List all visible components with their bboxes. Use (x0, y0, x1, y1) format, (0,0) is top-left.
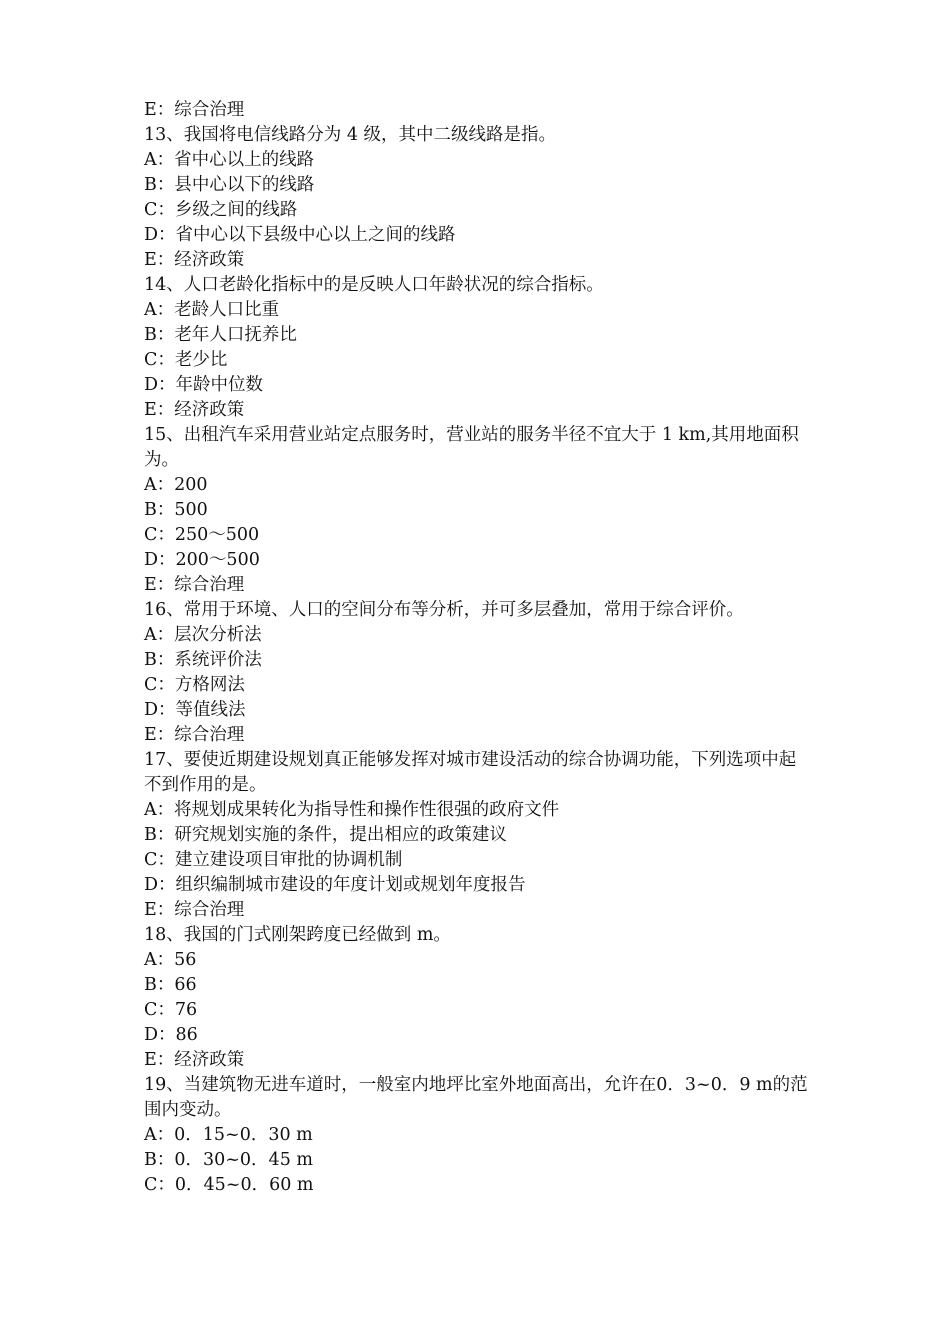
option-e: E：综合治理 (144, 900, 245, 920)
option-b: B：0．30~0．45 m (144, 1150, 313, 1170)
option-a: A：0．15~0．30 m (144, 1125, 313, 1145)
option-d: D：86 (144, 1025, 198, 1045)
question-15: 15、出租汽车采用营业站定点服务时，营业站的服务半径不宜大于 1 km,其用地面积为。 (144, 425, 799, 470)
option-e: E：经济政策 (144, 1050, 245, 1070)
option-a: A：将规划成果转化为指导性和操作性很强的政府文件 (144, 800, 560, 820)
option-e: E：综合治理 (144, 100, 245, 120)
option-b: B：系统评价法 (144, 650, 262, 670)
option-d: D：200～500 (144, 550, 260, 570)
option-a: A：省中心以上的线路 (144, 150, 315, 170)
question-13: 13、我国将电信线路分为 4 级，其中二级线路是指。 (144, 125, 557, 145)
question-14: 14、人口老龄化指标中的是反映人口年龄状况的综合指标。 (144, 275, 604, 295)
option-c: C：0．45~0．60 m (144, 1175, 314, 1195)
option-b: B：县中心以下的线路 (144, 175, 315, 195)
document-body (144, 98, 810, 1198)
question-16: 16、常用于环境、人口的空间分布等分析，并可多层叠加，常用于综合评价。 (144, 600, 744, 620)
question-18: 18、我国的门式刚架跨度已经做到 m。 (144, 925, 451, 945)
option-c: C：老少比 (144, 350, 228, 370)
option-b: B：研究规划实施的条件，提出相应的政策建议 (144, 825, 507, 845)
option-a: A：56 (144, 950, 197, 970)
option-a: A：层次分析法 (144, 625, 262, 645)
option-c: C：76 (144, 1000, 198, 1020)
option-b: B：老年人口抚养比 (144, 325, 297, 345)
option-d: D：省中心以下县级中心以上之间的线路 (144, 225, 456, 245)
option-c: C：方格网法 (144, 675, 245, 695)
option-c: C：建立建设项目审批的协调机制 (144, 850, 403, 870)
option-b: B：66 (144, 975, 197, 995)
question-19: 19、当建筑物无进车道时，一般室内地坪比室外地面高出，允许在0．3~0．9 m的范围内变动。 (144, 1075, 808, 1120)
option-d: D：等值线法 (144, 700, 246, 720)
question-17: 17、要使近期建设规划真正能够发挥对城市建设活动的综合协调功能，下列选项中起不到作用的是。 (144, 750, 797, 795)
option-e: E：综合治理 (144, 575, 245, 595)
option-e: E：综合治理 (144, 725, 245, 745)
option-a: A：老龄人口比重 (144, 300, 280, 320)
option-e: E：经济政策 (144, 400, 245, 420)
option-a: A：200 (144, 475, 208, 495)
option-d: D：组织编制城市建设的年度计划或规划年度报告 (144, 875, 526, 895)
option-d: D：年龄中位数 (144, 375, 264, 395)
option-b: B：500 (144, 500, 208, 520)
option-c: C：250～500 (144, 525, 260, 545)
option-c: C：乡级之间的线路 (144, 200, 298, 220)
option-e: E：经济政策 (144, 250, 245, 270)
